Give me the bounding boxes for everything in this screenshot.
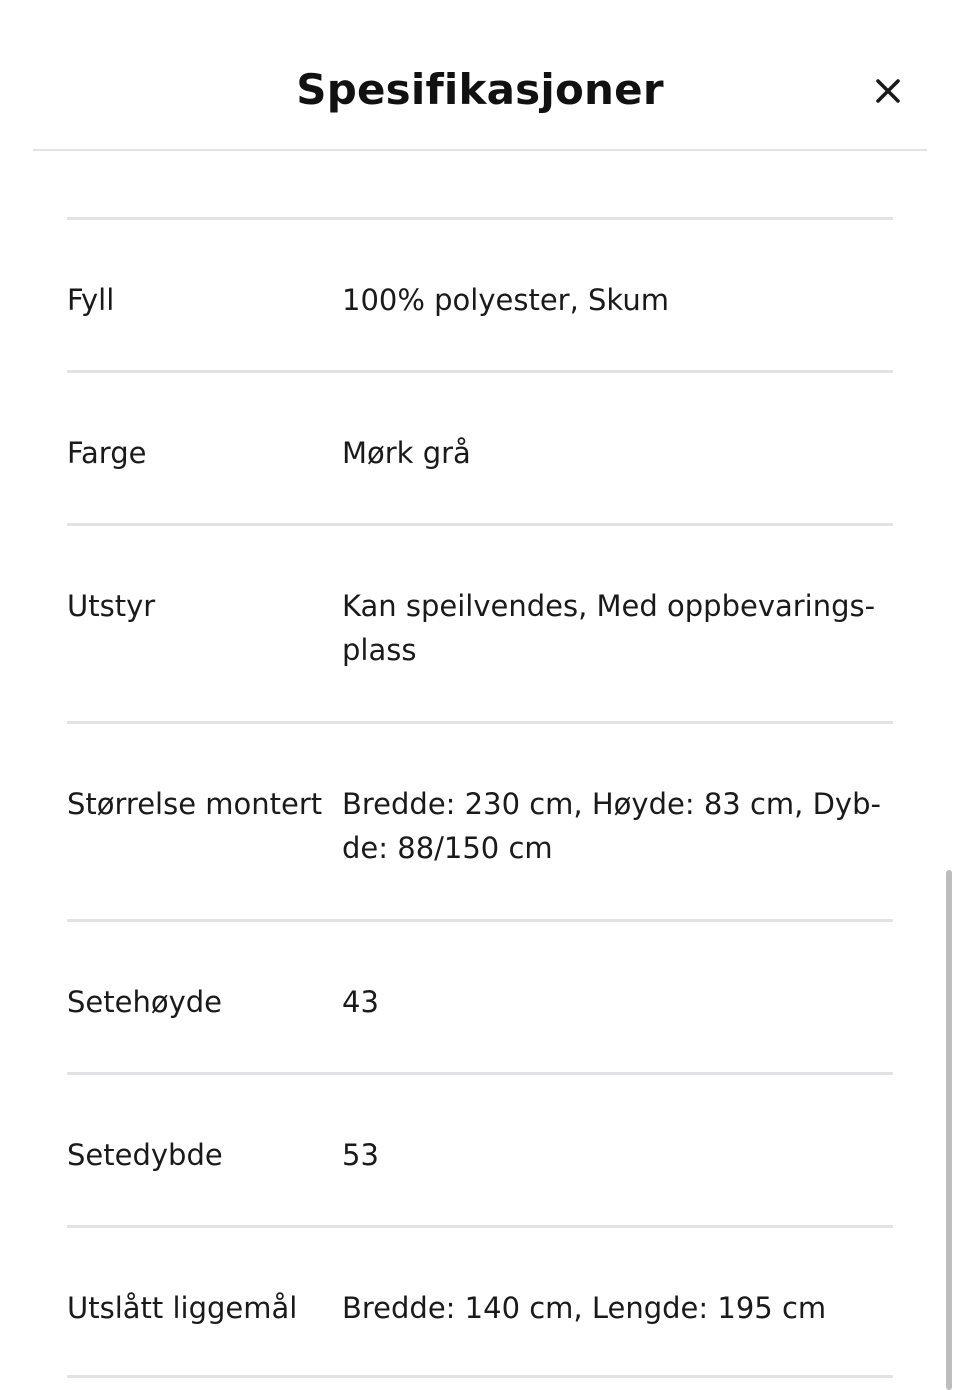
- spec-label: Utslått liggemål: [67, 1291, 298, 1325]
- spec-value-line: 43: [342, 985, 379, 1019]
- spec-value-line: plass: [342, 633, 417, 667]
- spec-row-utslatt-liggemal: [67, 1225, 893, 1378]
- spec-label: Farge: [67, 436, 147, 470]
- spec-row-setedybde: [67, 1072, 893, 1225]
- spec-row-storrelse-montert: [67, 721, 893, 919]
- spec-value: [342, 1286, 893, 1375]
- spec-row-farge: [67, 370, 893, 523]
- spec-row-fyll: [67, 217, 893, 370]
- spec-value-line: Kan speilvendes, Med oppbevarings-: [342, 589, 876, 623]
- spec-label: Fyll: [67, 283, 115, 317]
- spec-label: Utstyr: [67, 589, 156, 623]
- spec-value-line: 53: [342, 1138, 379, 1172]
- spec-value: [342, 431, 893, 523]
- close-icon[interactable]: [871, 74, 905, 108]
- spec-row-utstyr: [67, 523, 893, 721]
- spec-value-line: 100% polyester, Skum: [342, 283, 669, 317]
- spec-label: Setehøyde: [67, 985, 222, 1019]
- scrollbar[interactable]: [946, 870, 952, 1390]
- page-title: Spesifikasjoner: [296, 65, 664, 114]
- spec-value: [342, 782, 893, 919]
- spec-value-line: Bredde: 230 cm, Høyde: 83 cm, Dyb-: [342, 787, 881, 821]
- spec-row-setehoyde: [67, 919, 893, 1072]
- spec-value: [342, 584, 893, 721]
- spec-value-line: Bredde: 140 cm, Lengde: 195 cm: [342, 1291, 827, 1325]
- spec-label: Størrelse montert: [67, 787, 323, 821]
- close-button[interactable]: [871, 74, 905, 108]
- spec-value: [342, 278, 893, 370]
- spec-label: Setedybde: [67, 1138, 223, 1172]
- spec-value-line: Mørk grå: [342, 436, 471, 470]
- spec-list: [67, 217, 893, 1378]
- spec-value: [342, 980, 893, 1072]
- spec-value-line: de: 88/150 cm: [342, 831, 553, 865]
- modal-header: [33, 0, 927, 151]
- spec-value: [342, 1133, 893, 1225]
